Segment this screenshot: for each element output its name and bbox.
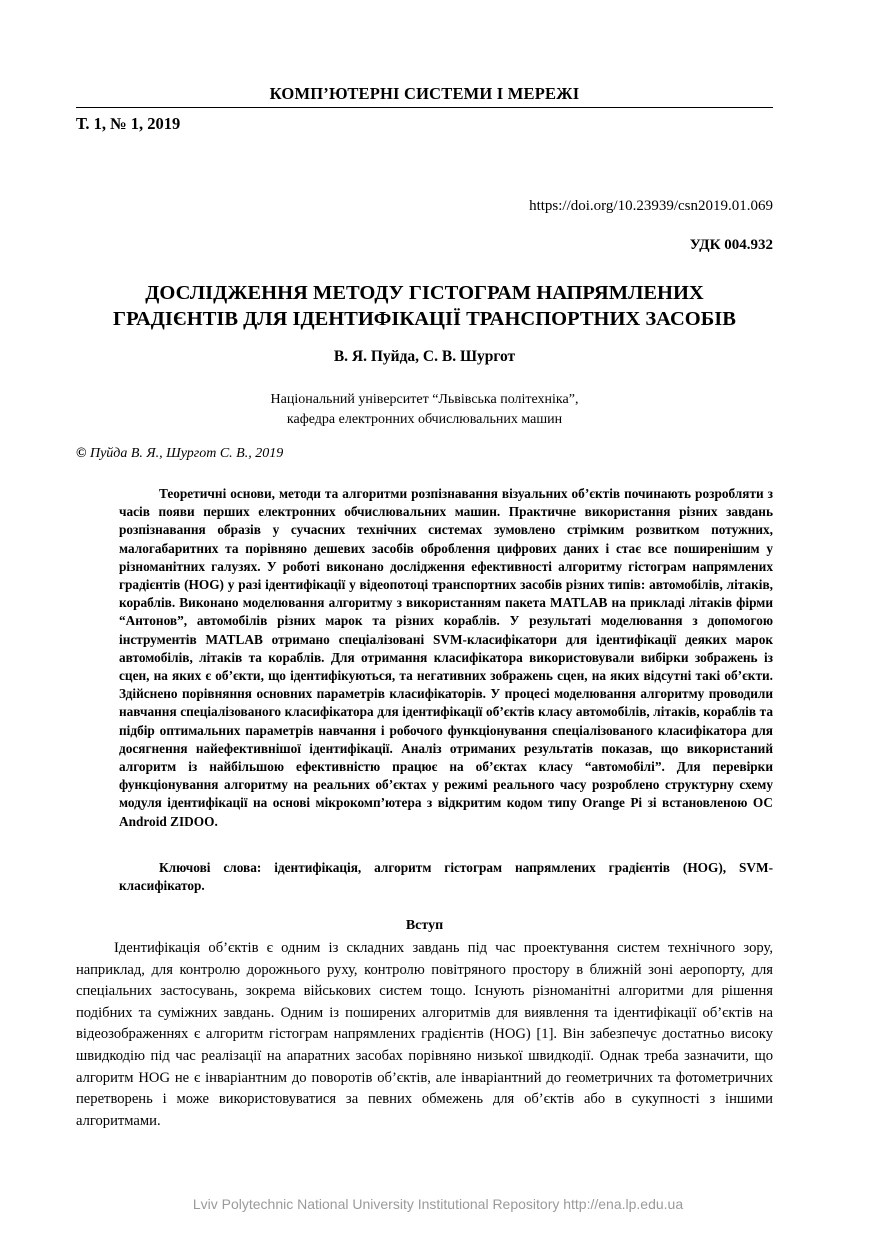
intro-text-before: Ідентифікація об’єктів є одним із складних завдань під час проектування систем технічного зору, наприклад, для контролю дорожнього руху, контролю повітряного простору в ближній зоні аеропорту, для спеціальних застосувань, зокрема військових систем тощо. Існують різноманітні алгоритми для рішення подібних та суміжних завдань. Одним із поширених алгоритмів для виявлення та ідентифікації об’єктів на відеозображеннях є алгоритм гістограм напрямлених градієнтів (HOG) [1]. Він забезпечує достатньо високу швидкодію під час реалізації на апаратних засобах порівняно низької швидкодії. Однак треба зазначити, що алгоритм HOG не є інваріантним до поворотів об’єктів, але [76, 940, 773, 1086]
affiliation-line-2: кафедра електронних обчислювальних машин [286, 412, 563, 427]
copyright-symbol: © [76, 446, 87, 461]
copyright-text: Пуйда В. Я., Шургот С. В., 2019 [89, 446, 284, 461]
keywords: Ключові слова: ідентифікація, алгоритм гістограм напрямлених градієнтів (HOG), SVM-класифікатор. [119, 860, 773, 894]
title-line-1: ДОСЛІДЖЕННЯ МЕТОДУ ГІСТОГРАМ НАПРЯМЛЕНИХ [145, 282, 704, 304]
intro-text-highlight: інваріантний до геометричних та фотометричних перетворень [76, 1069, 774, 1108]
section-heading-intro: Вступ [405, 918, 444, 933]
affiliation [76, 390, 773, 430]
volume-issue: Т. 1, № 1, 2019 [76, 114, 181, 133]
doi-link[interactable]: https://doi.org/10.23939/csn2019.01.069 [529, 198, 773, 214]
journal-title: КОМП’ЮТЕРНІ СИСТЕМИ І МЕРЕЖІ [269, 84, 580, 103]
header-divider [76, 107, 773, 108]
authors: В. Я. Пуйда, С. В. Шургот [333, 348, 516, 365]
copyright [76, 446, 283, 462]
repository-footer: Lviv Polytechnic National University Institutional Repository http://ena.lp.edu.ua [192, 1196, 684, 1212]
intro-paragraph [76, 938, 773, 1132]
intro-text-after: і може використовуватися за певних обмежень для об’єктів або в сукупності з іншими алгоритмами. [76, 1091, 773, 1129]
affiliation-line-1: Національний університет “Львівська політехніка”, [270, 392, 579, 407]
article-title [76, 280, 773, 332]
udk-code: УДК 004.932 [689, 237, 773, 253]
abstract: Теоретичні основи, методи та алгоритми розпізнавання візуальних об’єктів починають розробляти з часів появи перших електронних обчислювальних машин. Практичне використання різних завдань розпізнавання образів у сучасних технічних системах зумовлено стрімким розвитком потужних, малогабаритних та порівняно дешевих засобів оброблення цифрових даних і стає все поширенішим у різноманітних галузях. У роботі виконано дослідження ефективності алгоритму гістограм напрямлених градієнтів (HOG) у разі ідентифікації у відеопотоці транспортних засобів різних типів: автомобілів, літаків, кораблів. Виконано моделювання алгоритму з використанням пакета MATLAB на прикладі літаків фірми “Антонов”, автомобілів різних марок та різних кораблів. У результаті моделювання з допомогою інструментів MATLAB отримано спеціалізовані SVM-класифікатори для ідентифікації деяких марок автомобілів, літаків та кораблів. Для отримання класифікатора використовували вибірки зображень із сцен, на яких є об’єкти, що ідентифікуються, та негативних зображень сцен, на яких відсутні такі об’єкти. Здійснено порівняння основних параметрів класифікаторів. У процесі моделювання алгоритму проводили навчання спеціалізованого класифікатора для ідентифікації об’єктів класу автомобілів, літаків, кораблів та підбір оптимальних параметрів навчання і робочого функціонування спеціалізованого класифікатора для досягнення найефективнішої ідентифікації. Аналіз отриманих результатів показав, що використаний алгоритм із найбільшою ефективністю працює на об’єктах класу “автомобілі”. Для перевірки функціонування алгоритму на реальних об’єктах у режимі реального часу розроблено структурну схему модуля ідентифікації на основі мікрокомп’ютера з відкритим кодом типу Orange Pi зі встановленою ОС Android ZIDOO. [119, 486, 773, 829]
title-line-2: ГРАДІЄНТІВ ДЛЯ ІДЕНТИФІКАЦІЇ ТРАНСПОРТНИХ ЗАСОБІВ [113, 308, 736, 330]
